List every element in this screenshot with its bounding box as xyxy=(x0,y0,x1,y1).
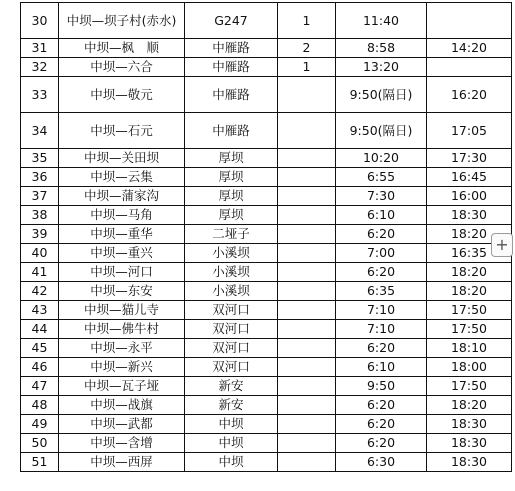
cell-departure-2: 17:50 xyxy=(427,320,512,339)
cell-departure-2: 17:30 xyxy=(427,149,512,168)
cell-via: 厚坝 xyxy=(185,187,278,206)
cell-route: 中坝—马角 xyxy=(59,206,185,225)
cell-trip-count xyxy=(278,282,336,301)
cell-row-number: 43 xyxy=(21,301,59,320)
cell-route: 中坝—战旗 xyxy=(59,396,185,415)
cell-departure-1: 6:20 xyxy=(336,415,427,434)
cell-via: 厚坝 xyxy=(185,206,278,225)
table-row xyxy=(21,358,512,377)
cell-route: 中坝—敬元 xyxy=(59,77,185,113)
cell-route: 中坝—瓦子垭 xyxy=(59,377,185,396)
cell-via: 小溪坝 xyxy=(185,282,278,301)
cell-departure-1: 7:10 xyxy=(336,320,427,339)
table-row xyxy=(21,415,512,434)
cell-via: 厚坝 xyxy=(185,168,278,187)
cell-row-number: 45 xyxy=(21,339,59,358)
table-row xyxy=(21,320,512,339)
table-row xyxy=(21,339,512,358)
cell-via: 中雁路 xyxy=(185,58,278,77)
cell-departure-2: 16:45 xyxy=(427,168,512,187)
cell-departure-2: 18:20 xyxy=(427,396,512,415)
cell-departure-2: 18:20 xyxy=(427,225,512,244)
cell-trip-count: 1 xyxy=(278,58,336,77)
cell-departure-1: 6:20 xyxy=(336,225,427,244)
cell-row-number: 41 xyxy=(21,263,59,282)
cell-via: 中雁路 xyxy=(185,113,278,149)
cell-route: 中坝—重华 xyxy=(59,225,185,244)
cell-departure-2: 16:35 xyxy=(427,244,512,263)
table-row xyxy=(21,3,512,39)
table-row xyxy=(21,168,512,187)
table-row xyxy=(21,39,512,58)
cell-departure-1: 6:20 xyxy=(336,339,427,358)
cell-departure-2: 18:20 xyxy=(427,282,512,301)
cell-departure-1: 9:50(隔日) xyxy=(336,113,427,149)
cell-departure-1: 7:30 xyxy=(336,187,427,206)
cell-row-number: 36 xyxy=(21,168,59,187)
cell-row-number: 51 xyxy=(21,453,59,472)
cell-trip-count xyxy=(278,244,336,263)
table-row xyxy=(21,77,512,113)
cell-via: 中雁路 xyxy=(185,39,278,58)
plus-icon: + xyxy=(495,235,509,254)
cell-route: 中坝—石元 xyxy=(59,113,185,149)
cell-route: 中坝—佛牛村 xyxy=(59,320,185,339)
cell-row-number: 30 xyxy=(21,3,59,39)
cell-via: 小溪坝 xyxy=(185,244,278,263)
cell-via: 小溪坝 xyxy=(185,263,278,282)
cell-departure-1: 6:20 xyxy=(336,396,427,415)
cell-trip-count xyxy=(278,320,336,339)
cell-trip-count xyxy=(278,113,336,149)
cell-departure-1: 7:00 xyxy=(336,244,427,263)
cell-row-number: 48 xyxy=(21,396,59,415)
table-row xyxy=(21,396,512,415)
cell-route: 中坝—云集 xyxy=(59,168,185,187)
cell-route: 中坝—猫儿寺 xyxy=(59,301,185,320)
cell-trip-count xyxy=(278,453,336,472)
cell-trip-count: 2 xyxy=(278,39,336,58)
cell-trip-count xyxy=(278,149,336,168)
cell-route: 中坝—新兴 xyxy=(59,358,185,377)
table-row xyxy=(21,453,512,472)
cell-departure-1: 8:58 xyxy=(336,39,427,58)
cell-row-number: 39 xyxy=(21,225,59,244)
cell-row-number: 34 xyxy=(21,113,59,149)
cell-departure-1: 9:50(隔日) xyxy=(336,77,427,113)
cell-row-number: 50 xyxy=(21,434,59,453)
cell-row-number: 33 xyxy=(21,77,59,113)
cell-via: G247 xyxy=(185,3,278,39)
cell-trip-count xyxy=(278,301,336,320)
cell-via: 中坝 xyxy=(185,434,278,453)
cell-via: 双河口 xyxy=(185,320,278,339)
table-row xyxy=(21,58,512,77)
cell-departure-1: 6:35 xyxy=(336,282,427,301)
cell-trip-count xyxy=(278,377,336,396)
cell-departure-2: 18:00 xyxy=(427,358,512,377)
cell-trip-count xyxy=(278,358,336,377)
table-row xyxy=(21,244,512,263)
cell-trip-count xyxy=(278,415,336,434)
table-row xyxy=(21,225,512,244)
cell-trip-count xyxy=(278,434,336,453)
cell-trip-count xyxy=(278,187,336,206)
cell-via: 新安 xyxy=(185,396,278,415)
cell-via: 双河口 xyxy=(185,301,278,320)
cell-via: 新安 xyxy=(185,377,278,396)
cell-row-number: 35 xyxy=(21,149,59,168)
cell-departure-1: 7:10 xyxy=(336,301,427,320)
table-row xyxy=(21,206,512,225)
cell-departure-1: 6:55 xyxy=(336,168,427,187)
cell-departure-1: 13:20 xyxy=(336,58,427,77)
cell-route: 中坝—重兴 xyxy=(59,244,185,263)
cell-departure-1: 6:20 xyxy=(336,434,427,453)
cell-departure-1: 11:40 xyxy=(336,3,427,39)
cell-departure-2: 14:20 xyxy=(427,39,512,58)
cell-row-number: 38 xyxy=(21,206,59,225)
cell-departure-2: 17:50 xyxy=(427,377,512,396)
cell-route: 中坝—枫 顺 xyxy=(59,39,185,58)
cell-via: 中坝 xyxy=(185,453,278,472)
table-row xyxy=(21,187,512,206)
cell-departure-2: 16:20 xyxy=(427,77,512,113)
cell-trip-count xyxy=(278,168,336,187)
cell-departure-2: 18:30 xyxy=(427,206,512,225)
cell-trip-count xyxy=(278,396,336,415)
cell-route: 中坝—蒲家沟 xyxy=(59,187,185,206)
cell-route: 中坝—关田坝 xyxy=(59,149,185,168)
table-row xyxy=(21,149,512,168)
table-row xyxy=(21,263,512,282)
cell-route: 中坝—西屏 xyxy=(59,453,185,472)
table-body xyxy=(21,3,512,472)
cell-row-number: 31 xyxy=(21,39,59,58)
cell-trip-count xyxy=(278,225,336,244)
table-row xyxy=(21,434,512,453)
cell-via: 二垭子 xyxy=(185,225,278,244)
cell-departure-2: 17:50 xyxy=(427,301,512,320)
cell-departure-1: 9:50 xyxy=(336,377,427,396)
cell-route: 中坝—坝子村(赤水) xyxy=(59,3,185,39)
cell-row-number: 42 xyxy=(21,282,59,301)
cell-departure-1: 6:10 xyxy=(336,206,427,225)
cell-row-number: 47 xyxy=(21,377,59,396)
cell-departure-2 xyxy=(427,58,512,77)
cell-departure-1: 10:20 xyxy=(336,149,427,168)
add-button[interactable] xyxy=(491,233,513,257)
cell-departure-2: 18:30 xyxy=(427,453,512,472)
cell-route: 中坝—含增 xyxy=(59,434,185,453)
cell-departure-1: 6:30 xyxy=(336,453,427,472)
cell-via: 双河口 xyxy=(185,339,278,358)
cell-via: 双河口 xyxy=(185,358,278,377)
cell-departure-2: 18:30 xyxy=(427,434,512,453)
cell-trip-count: 1 xyxy=(278,3,336,39)
cell-row-number: 44 xyxy=(21,320,59,339)
cell-trip-count xyxy=(278,206,336,225)
cell-route: 中坝—武都 xyxy=(59,415,185,434)
cell-route: 中坝—六合 xyxy=(59,58,185,77)
cell-row-number: 46 xyxy=(21,358,59,377)
cell-trip-count xyxy=(278,339,336,358)
cell-departure-1: 6:10 xyxy=(336,358,427,377)
cell-route: 中坝—东安 xyxy=(59,282,185,301)
cell-row-number: 49 xyxy=(21,415,59,434)
cell-departure-2: 18:10 xyxy=(427,339,512,358)
table-row xyxy=(21,301,512,320)
cell-departure-2: 16:00 xyxy=(427,187,512,206)
cell-departure-2: 17:05 xyxy=(427,113,512,149)
cell-row-number: 40 xyxy=(21,244,59,263)
table-row xyxy=(21,282,512,301)
cell-departure-2: 18:20 xyxy=(427,263,512,282)
cell-route: 中坝—河口 xyxy=(59,263,185,282)
cell-via: 中坝 xyxy=(185,415,278,434)
table-row xyxy=(21,113,512,149)
table-row xyxy=(21,377,512,396)
cell-departure-2 xyxy=(427,3,512,39)
cell-departure-1: 6:20 xyxy=(336,263,427,282)
cell-row-number: 37 xyxy=(21,187,59,206)
cell-via: 厚坝 xyxy=(185,149,278,168)
bus-schedule-table xyxy=(20,2,512,472)
cell-trip-count xyxy=(278,77,336,113)
cell-via: 中雁路 xyxy=(185,77,278,113)
cell-route: 中坝—永平 xyxy=(59,339,185,358)
cell-trip-count xyxy=(278,263,336,282)
cell-row-number: 32 xyxy=(21,58,59,77)
cell-departure-2: 18:30 xyxy=(427,415,512,434)
